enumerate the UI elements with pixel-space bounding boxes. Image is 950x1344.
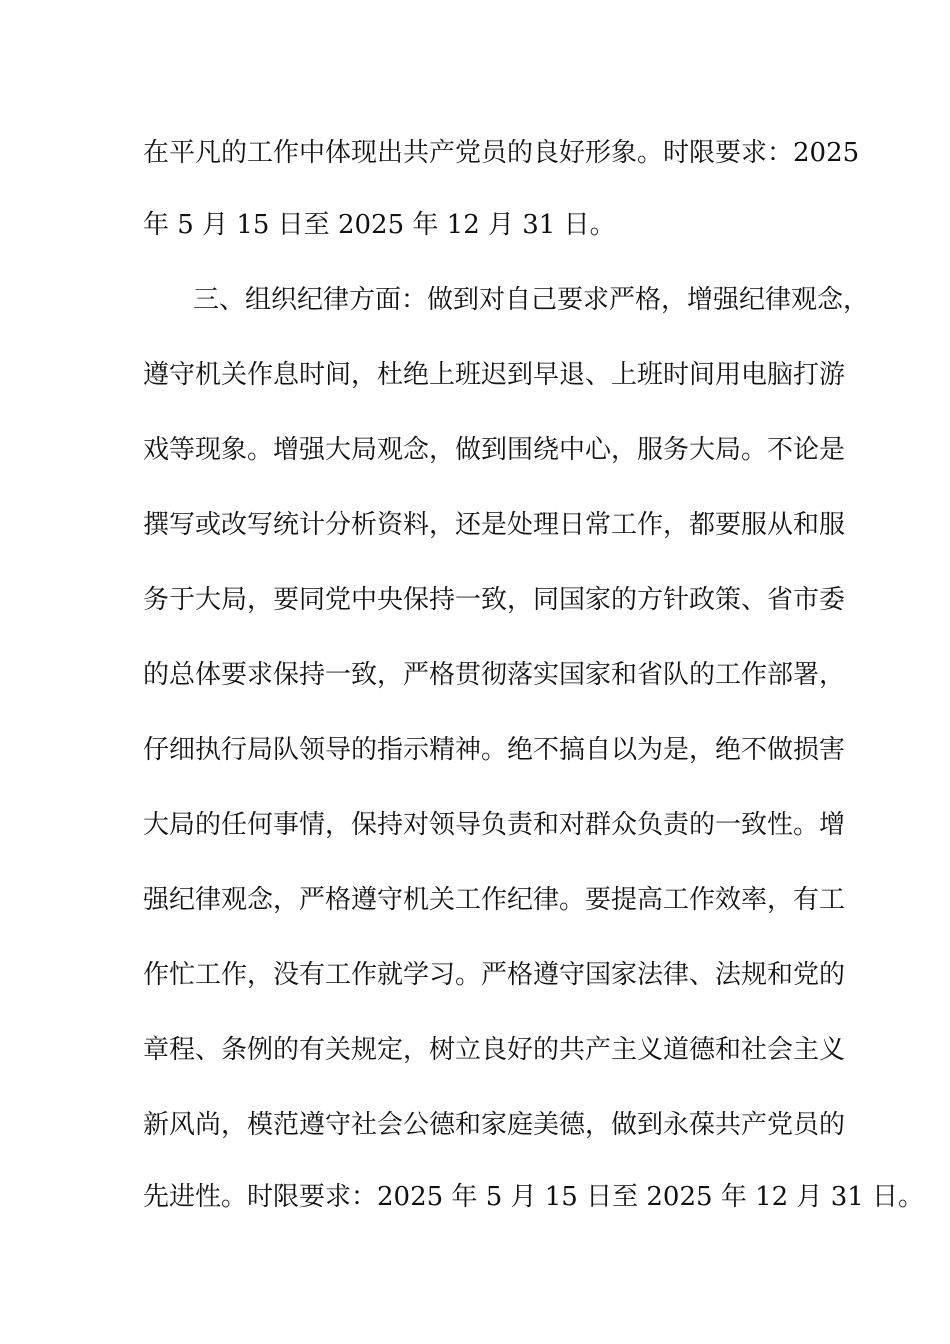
- text-line: 年 5 月 15 日至 2025 年 12 月 31 日。: [143, 210, 616, 240]
- text-line: 新风尚，模范遵守社会公德和家庭美德，做到永葆共产党员的: [143, 1110, 846, 1140]
- text-line: 撰写或改写统计分析资料，还是处理日常工作，都要服从和服: [143, 510, 846, 540]
- text-line: 强纪律观念，严格遵守机关工作纪律。要提高工作效率，有工: [143, 885, 846, 915]
- section-heading-line: 三、组织纪律方面：做到对自己要求严格，增强纪律观念，: [193, 285, 870, 315]
- text-line: 戏等现象。增强大局观念，做到围绕中心，服务大局。不论是: [143, 435, 846, 465]
- text-line: 先进性。时限要求：2025 年 5 月 15 日至 2025 年 12 月 31 日。: [143, 1182, 925, 1212]
- text-line: 大局的任何事情，保持对领导负责和对群众负责的一致性。增: [143, 810, 846, 840]
- text-line: 务于大局，要同党中央保持一致，同国家的方针政策、省市委: [143, 585, 846, 615]
- text-line: 在平凡的工作中体现出共产党员的良好形象。时限要求：2025: [143, 138, 860, 168]
- text-line: 遵守机关作息时间，杜绝上班迟到早退、上班时间用电脑打游: [143, 360, 846, 390]
- text-line: 作忙工作，没有工作就学习。严格遵守国家法律、法规和党的: [143, 960, 846, 990]
- text-line: 的总体要求保持一致，严格贯彻落实国家和省队的工作部署，: [143, 660, 846, 690]
- text-line: 章程、条例的有关规定，树立良好的共产主义道德和社会主义: [143, 1035, 846, 1065]
- text-line: 仔细执行局队领导的指示精神。绝不搞自以为是，绝不做损害: [143, 735, 846, 765]
